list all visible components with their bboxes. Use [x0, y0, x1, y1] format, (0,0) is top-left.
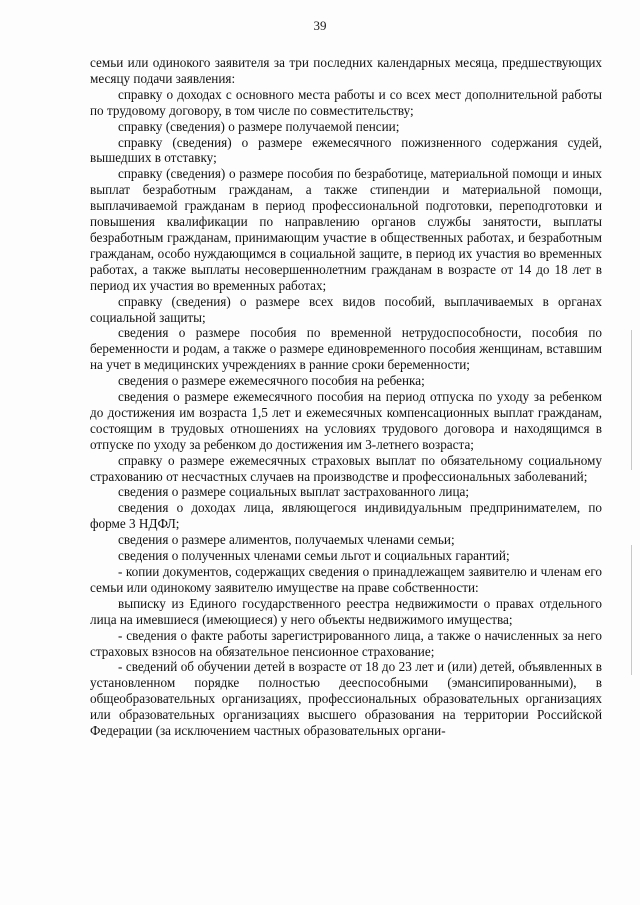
document-body — [90, 55, 602, 739]
paragraph: сведения о размере пособия по временной нетрудоспособности, пособия по беременности и родам, а также о размере единовременного пособия женщинам, вставшим на учет в медицинских учреждениях в ранние сроки беременности; — [90, 325, 602, 373]
paragraph: справку (сведения) о размере пособия по безработице, материальной помощи и иных выплат безработным гражданам, а также стипендии и материальной помощи, выплачиваемой гражданам в период профессиональной подготовки, переподготовки и повышения квалификации по направлению органов службы занятости, выплаты безработным гражданам, принимающим участие в общественных работах, и безработным гражданам, особо нуждающимся в социальной защите, в период их участия во временных работах, а также выплаты несовершеннолетним гражданам в возрасте от 14 до 18 лет в период их участия во временных работах; — [90, 166, 602, 293]
paragraph: сведения о полученных членами семьи льгот и социальных гарантий; — [118, 548, 510, 564]
paragraph: сведения о размере ежемесячного пособия на период отпуска по уходу за ребенком до достижения им возраста 1,5 лет и ежемесячных компенсационных выплат гражданам, состоящим в трудовых отношениях на условиях трудового договора и находящимся в отпуске по уходу за ребенком до достижения им 3-летнего возраста; — [90, 389, 602, 452]
paragraph: сведения о размере социальных выплат застрахованного лица; — [118, 484, 470, 500]
paragraph: справку о размере ежемесячных страховых выплат по обязательному социальному страхованию от несчастных случаев на производстве и профессиональных заболеваний; — [90, 452, 602, 484]
paragraph: - сведения о факте работы зарегистрированного лица, а также о начисленных за него страховых взносов на обязательное пенсионное страхование; — [90, 627, 602, 659]
paragraph: справку (сведения) о размере получаемой пенсии; — [118, 118, 400, 134]
paragraph: - копии документов, содержащих сведения о принадлежащем заявителю и членам его семьи или одинокому заявителю имуществе на праве собственности: — [90, 564, 602, 595]
paragraph: справку о доходах с основного места работы и со всех мест дополнительной работы по трудовому договору, в том числе по совместительству; — [90, 86, 602, 118]
page-number: 39 — [313, 18, 327, 33]
paragraph: выписку из Единого государственного реестра недвижимости о правах отдельного лица на имевшиеся (имеющиеся) у него объекты недвижимого имущества; — [90, 595, 602, 627]
paragraph: сведения о размере ежемесячного пособия на ребенка; — [118, 373, 425, 389]
scan-edge-mark — [631, 330, 632, 470]
paragraph: - сведений об обучении детей в возрасте от 18 до 23 лет и (или) детей, объявленных в установленном порядке полностью дееспособными (эмансипированными), в общеобразовательных организациях, профессиональных образовательных организациях или образовательных организациях высшего образования на территории Российской Федерации (за исключением частных образовательных органи- — [90, 659, 602, 739]
paragraph: сведения о доходах лица, являющегося индивидуальным предпринимателем, по форме 3 НДФЛ; — [90, 500, 602, 532]
paragraph: сведения о размере алиментов, получаемых членами семьи; — [118, 532, 455, 548]
scan-edge-mark — [631, 545, 632, 675]
paragraph: справку (сведения) о размере ежемесячного пожизненного содержания судей, вышедших в отставку; — [90, 134, 602, 166]
paragraph-continuation: семьи или одинокого заявителя за три последних календарных месяца, предшествующих месяцу подачи заявления: — [90, 55, 602, 86]
paragraph: справку (сведения) о размере всех видов пособий, выплачиваемых в органах социальной защиты; — [90, 293, 602, 325]
